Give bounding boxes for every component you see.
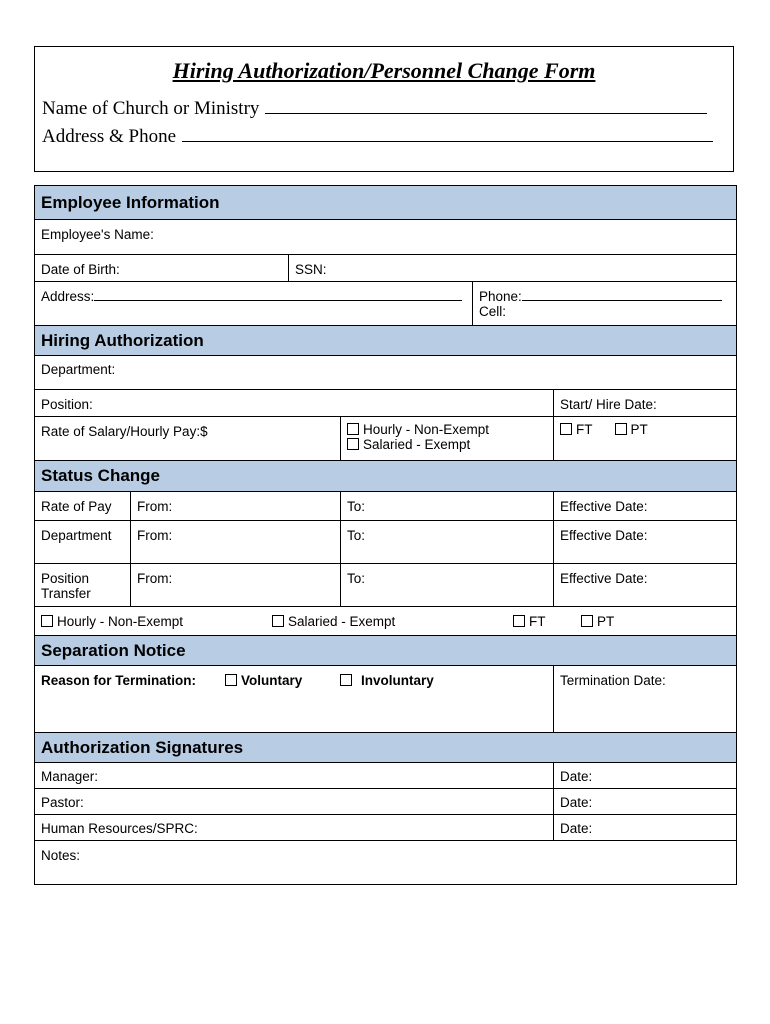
phone-line [479, 282, 730, 304]
date-label: Date: [560, 769, 593, 784]
salaried-checkbox[interactable] [347, 438, 359, 450]
pt-option[interactable] [615, 422, 648, 437]
address-label: Address: [41, 289, 95, 304]
ssn-field[interactable] [289, 255, 737, 282]
position-to-field[interactable] [341, 564, 554, 607]
hourly-option[interactable] [347, 417, 547, 437]
position-transfer-label: Position Transfer [41, 571, 91, 601]
ft-checkbox[interactable] [560, 423, 572, 435]
phone-label: Phone: [479, 289, 522, 304]
section-employee-information: Employee Information [35, 186, 737, 220]
pay-type-options [341, 417, 554, 461]
employee-name-field[interactable] [35, 220, 737, 255]
effective-date-label: Effective Date: [560, 528, 648, 543]
rate-of-pay-label: Rate of Pay [41, 499, 112, 514]
start-date-label: Start/ Hire Date: [560, 397, 657, 412]
hr-label: Human Resources/SPRC: [41, 821, 198, 836]
notes-label: Notes: [41, 848, 81, 863]
involuntary-option[interactable] [340, 673, 434, 688]
date-label: Date: [560, 795, 593, 810]
rate-of-pay-to-field[interactable] [341, 492, 554, 521]
department-from-field[interactable] [131, 521, 341, 564]
address-phone-line [42, 126, 713, 148]
department-change-label: Department [41, 528, 112, 543]
voluntary-label: Voluntary [241, 673, 303, 688]
involuntary-label: Involuntary [361, 673, 434, 688]
from-label: From: [137, 499, 173, 514]
church-name-field[interactable] [265, 98, 707, 114]
status-row-label [35, 564, 131, 607]
date-label: Date: [560, 821, 593, 836]
status-ft-option[interactable] [513, 614, 546, 629]
start-date-field[interactable] [554, 390, 737, 417]
position-effective-field[interactable] [554, 564, 737, 607]
pt-checkbox[interactable] [615, 423, 627, 435]
employment-type-options [554, 417, 737, 461]
phone-cell-field[interactable] [473, 282, 737, 326]
to-label: To: [347, 571, 366, 586]
church-name-label: Name of Church or Ministry [42, 98, 260, 119]
manager-signature-field[interactable] [35, 763, 554, 789]
status-hourly-option[interactable] [41, 614, 183, 629]
ft-option[interactable] [560, 417, 593, 437]
termination-date-label: Termination Date: [560, 673, 666, 688]
ft-label: FT [576, 422, 593, 437]
hourly-checkbox[interactable] [347, 423, 359, 435]
department-effective-field[interactable] [554, 521, 737, 564]
status-hourly-label: Hourly - Non-Exempt [57, 614, 184, 629]
notes-field[interactable] [35, 841, 737, 885]
salary-field[interactable] [35, 417, 341, 461]
address-phone-label: Address & Phone [42, 126, 177, 147]
pastor-signature-field[interactable] [35, 789, 554, 815]
status-pt-checkbox[interactable] [581, 615, 593, 627]
pastor-date-field[interactable] [554, 789, 737, 815]
rate-of-pay-effective-field[interactable] [554, 492, 737, 521]
status-pt-label: PT [597, 614, 615, 629]
section-hiring-authorization: Hiring Authorization [35, 326, 737, 356]
from-label: From: [137, 528, 173, 543]
form-table [34, 185, 736, 885]
to-label: To: [347, 528, 366, 543]
status-options-row [35, 607, 737, 636]
termination-date-field[interactable] [554, 666, 737, 733]
address-line [41, 282, 466, 304]
status-hourly-checkbox[interactable] [41, 615, 53, 627]
status-ft-checkbox[interactable] [513, 615, 525, 627]
department-field[interactable] [35, 356, 737, 390]
ssn-label: SSN: [295, 262, 327, 277]
position-field[interactable] [35, 390, 554, 417]
termination-reason-field [35, 666, 554, 733]
pastor-label: Pastor: [41, 795, 84, 810]
salaried-option[interactable] [347, 437, 547, 452]
department-label: Department: [41, 362, 116, 377]
employee-name-label: Employee's Name: [41, 227, 154, 242]
hr-date-field[interactable] [554, 815, 737, 841]
section-separation-notice: Separation Notice [35, 636, 737, 666]
hourly-label: Hourly - Non-Exempt [363, 422, 490, 437]
date-of-birth-field[interactable] [35, 255, 289, 282]
status-salaried-label: Salaried - Exempt [288, 614, 396, 629]
voluntary-checkbox[interactable] [225, 674, 237, 686]
status-row-label [35, 521, 131, 564]
position-from-field[interactable] [131, 564, 341, 607]
phone-underline [522, 290, 722, 301]
from-label: From: [137, 571, 173, 586]
date-of-birth-label: Date of Birth: [41, 262, 120, 277]
voluntary-option[interactable] [225, 673, 302, 688]
status-pt-option[interactable] [581, 614, 614, 629]
section-authorization-signatures: Authorization Signatures [35, 733, 737, 763]
salaried-label: Salaried - Exempt [363, 437, 471, 452]
effective-date-label: Effective Date: [560, 571, 648, 586]
form-header [34, 46, 734, 172]
cell-label: Cell: [479, 304, 507, 319]
form-title: Hiring Authorization/Personnel Change Form [172, 58, 596, 83]
address-phone-field[interactable] [182, 126, 713, 142]
rate-of-pay-from-field[interactable] [131, 492, 341, 521]
status-salaried-checkbox[interactable] [272, 615, 284, 627]
status-ft-label: FT [529, 614, 546, 629]
section-status-change: Status Change [35, 461, 737, 492]
church-name-line [42, 98, 707, 120]
manager-date-field[interactable] [554, 763, 737, 789]
department-to-field[interactable] [341, 521, 554, 564]
effective-date-label: Effective Date: [560, 499, 648, 514]
position-label: Position: [41, 397, 93, 412]
address-underline [94, 290, 462, 301]
manager-label: Manager: [41, 769, 99, 784]
status-row-label [35, 492, 131, 521]
hr-signature-field[interactable] [35, 815, 554, 841]
address-field[interactable] [35, 282, 473, 326]
pt-label: PT [630, 422, 648, 437]
termination-reason-label: Reason for Termination: [41, 673, 197, 688]
to-label: To: [347, 499, 366, 514]
involuntary-checkbox[interactable] [340, 674, 352, 686]
salary-label: Rate of Salary/Hourly Pay:$ [41, 424, 208, 439]
status-salaried-option[interactable] [272, 614, 395, 629]
